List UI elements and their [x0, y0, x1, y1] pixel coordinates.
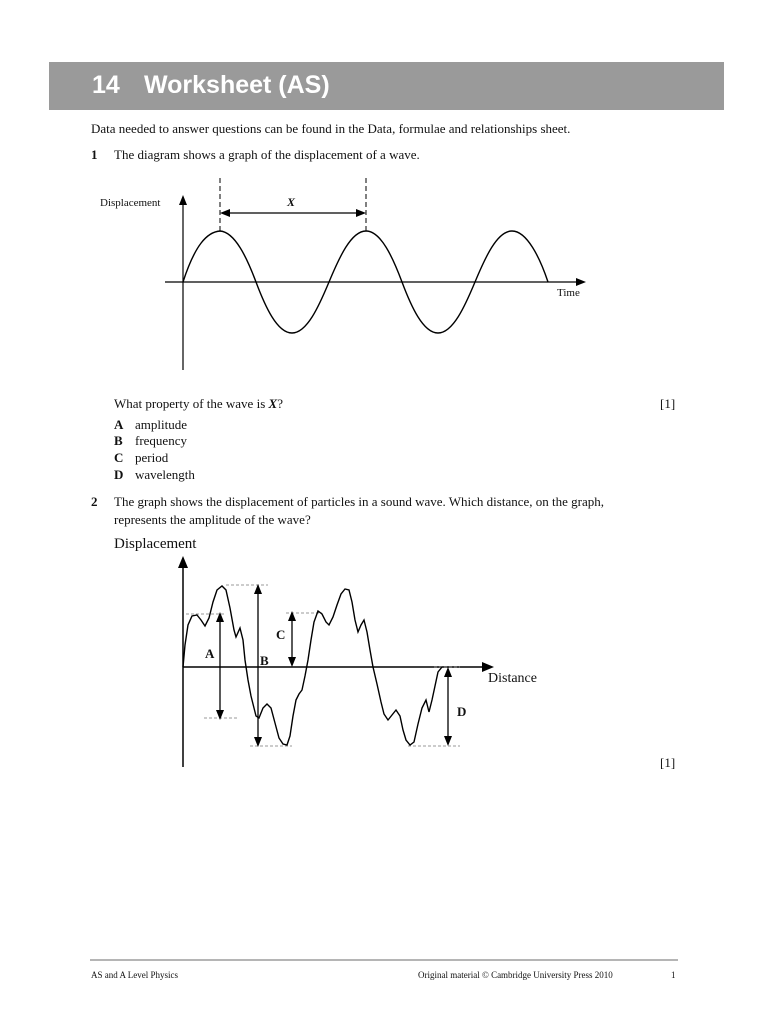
q2-marks: [1]	[660, 755, 676, 770]
q1-text: The diagram shows a graph of the displacement of a wave.	[114, 147, 420, 162]
footer-divider	[90, 959, 678, 961]
q2-y-label: Displacement	[114, 536, 197, 552]
q1-option-c: period	[135, 450, 169, 465]
q2-arrow-b-top-head	[254, 584, 262, 594]
q2-label-d: D	[457, 704, 467, 719]
q1-option-d-letter: D	[114, 467, 124, 482]
q1-option-a-letter: A	[114, 417, 124, 432]
q2-y-arrowhead	[178, 556, 188, 568]
q2-arrow-d-bottom-head	[444, 736, 452, 746]
q2-arrow-c-bottom-head	[288, 657, 296, 667]
footer-course: AS and A Level Physics	[91, 970, 178, 980]
q1-marker-x: X	[287, 195, 296, 209]
q1-prompt-text: What property of the wave is	[114, 396, 269, 411]
intro-text: Data needed to answer questions can be found in the Data, formulae and relationships sheet.	[91, 121, 571, 136]
q2-x-label: Distance	[488, 671, 537, 686]
q2-arrow-d-top-head	[444, 667, 452, 677]
q2-wave-curve	[183, 586, 442, 745]
q2-label-c: C	[276, 627, 286, 642]
worksheet-title: Worksheet (AS)	[144, 71, 330, 99]
q1-x-label: Time	[557, 287, 580, 299]
q1-marks: [1]	[660, 396, 676, 411]
q2-arrow-a-bottom-head	[216, 710, 224, 720]
q2-number: 2	[91, 494, 98, 509]
q2-label-a: A	[205, 646, 215, 661]
q1-number: 1	[91, 147, 98, 162]
q1-option-d: wavelength	[135, 467, 195, 482]
q2-text-line1: The graph shows the displacement of particles in a sound wave. Which distance, on the graph,	[114, 494, 605, 509]
q1-option-a: amplitude	[135, 417, 187, 432]
q2-label-b: B	[260, 653, 269, 668]
q2-arrow-c-top-head	[288, 611, 296, 621]
q1-y-label: Displacement	[100, 197, 161, 209]
q2-arrow-a-top-head	[216, 612, 224, 622]
q2-text-line2: represents the amplitude of the wave?	[114, 512, 311, 527]
worksheet-number: 14	[92, 71, 120, 99]
q1-option-b-letter: B	[114, 433, 123, 448]
footer-page-number: 1	[671, 970, 676, 980]
q1-prompt-var: X	[268, 396, 278, 411]
q1-option-b: frequency	[135, 433, 187, 448]
q1-option-c-letter: C	[114, 450, 124, 465]
q2-arrow-b-bottom-head	[254, 737, 262, 747]
q1-prompt-end: ?	[277, 396, 283, 411]
footer-copyright: Original material © Cambridge University Press 2010	[418, 970, 613, 980]
